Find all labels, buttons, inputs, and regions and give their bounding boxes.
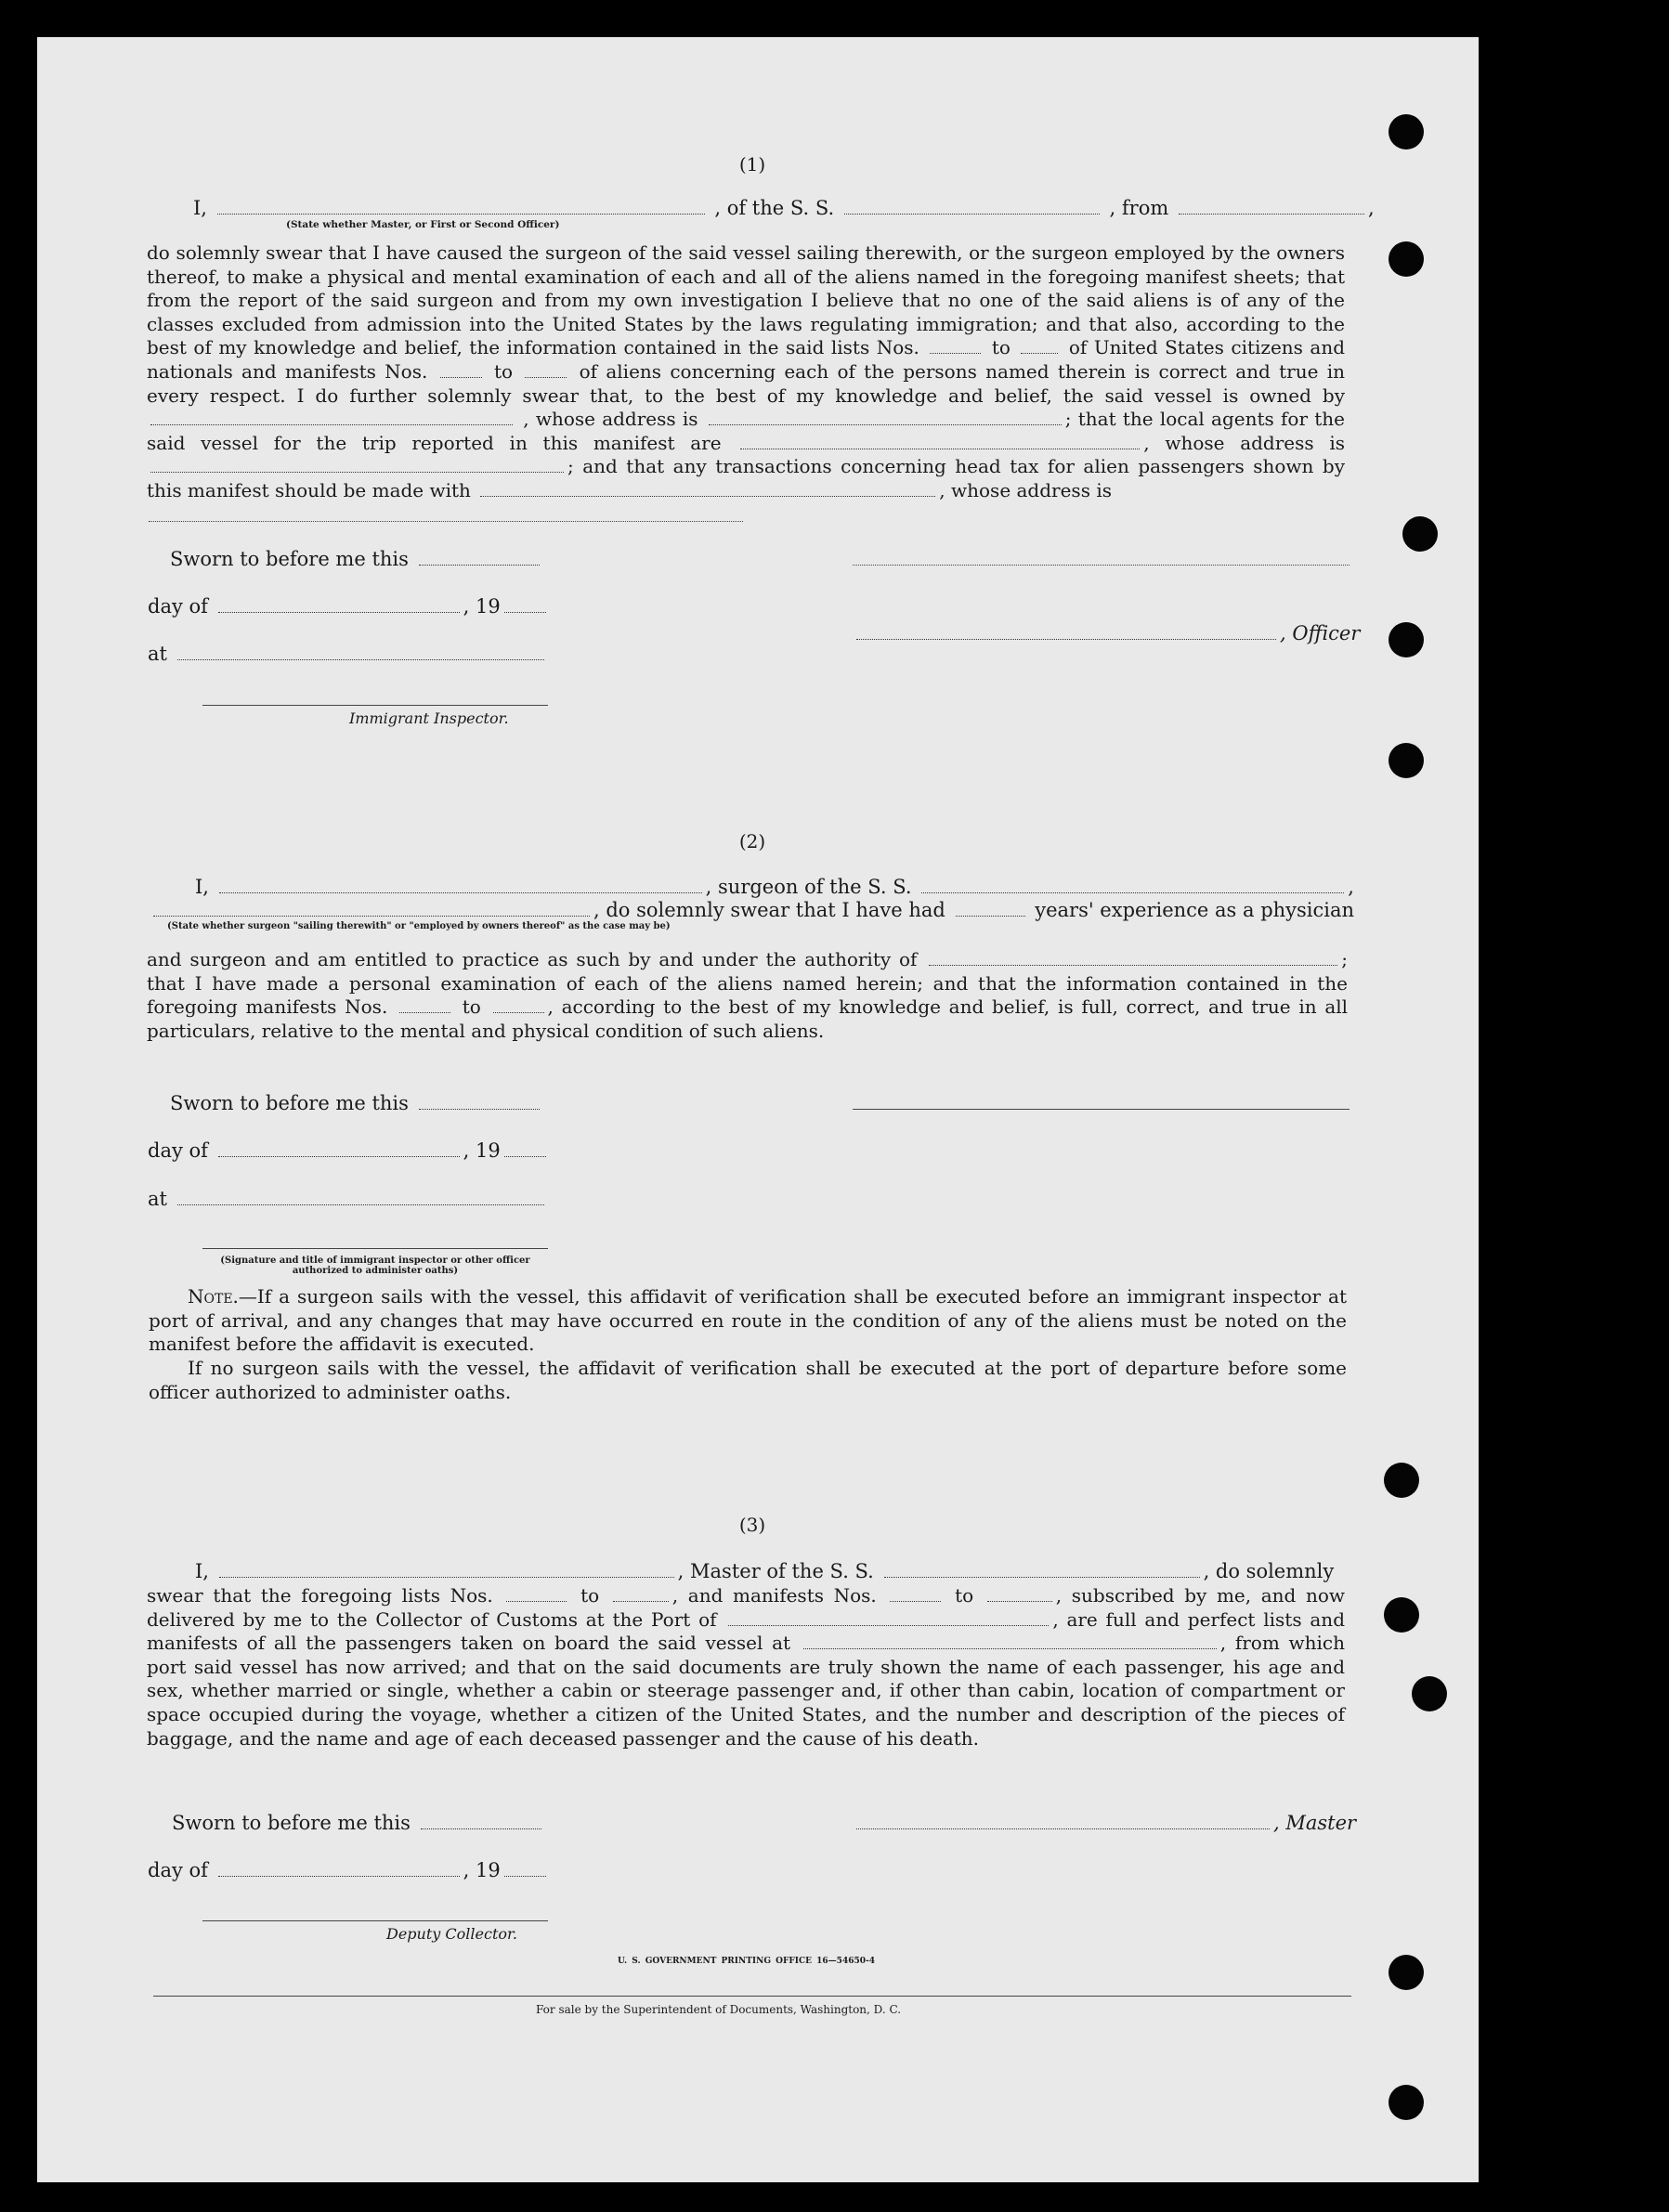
- surgeon-status-blank[interactable]: [153, 915, 590, 917]
- authority-blank[interactable]: [929, 964, 1337, 966]
- officer-row: , Officer: [853, 622, 1360, 644]
- sworn-date-blank[interactable]: [419, 564, 540, 566]
- day-of-blank[interactable]: [218, 611, 460, 613]
- collector-caption: Deputy Collector.: [386, 1925, 517, 1943]
- collector-signature-line[interactable]: [202, 1919, 548, 1921]
- manifest-from-blank[interactable]: [399, 1011, 450, 1013]
- at-row: at: [148, 1188, 548, 1210]
- manifests-from-blank[interactable]: [890, 1600, 941, 1602]
- manifests-to-blank[interactable]: [987, 1600, 1052, 1602]
- master-name-blank[interactable]: [219, 1576, 674, 1578]
- manifests-from-blank[interactable]: [440, 376, 482, 378]
- punch-hole: [1389, 622, 1424, 657]
- sworn-date-blank[interactable]: [419, 1108, 540, 1110]
- surgeon-ship-blank[interactable]: [921, 891, 1344, 893]
- section2-first-line: I, , surgeon of the S. S. ,: [195, 876, 1354, 898]
- at-blank[interactable]: [177, 658, 544, 660]
- inspector-signature-line[interactable]: [202, 1247, 548, 1249]
- lists-from-blank[interactable]: [930, 352, 981, 354]
- punch-hole: [1384, 1463, 1419, 1498]
- owner-address-blank[interactable]: [709, 423, 1062, 425]
- master-ship-blank[interactable]: [884, 1576, 1200, 1578]
- ship-name-blank[interactable]: [844, 213, 1100, 215]
- officer-rank-blank[interactable]: [217, 213, 705, 215]
- head-tax-blank[interactable]: [480, 495, 935, 497]
- section-number: (2): [738, 830, 766, 852]
- port-blank[interactable]: [728, 1624, 1049, 1626]
- from-port-blank[interactable]: [1179, 213, 1364, 215]
- section1-body: do solemnly swear that I have caused the surgeon of the said vessel sailing therewith, or the surgeon employed by the owners thereof, to make a physical and mental examination of each and all of the aliens named in the foregoing manifest sheets; that from the report of the said surgeon and from my own investigation I believe that no one of the said aliens is of any of the classes excluded from admission into the United States by the laws regulating immigration; and that also, according to the best of my knowledge and belief, the information contained in the said lists Nos. to of United States citizens and nationals and manifests Nos. to of aliens concerning each of the persons named therein is correct and true in every respect. I do further solemnly swear that, to the best of my knowledge and belief, the said vessel is owned by , whose address is ; that the local agents for the said vessel for the trip reported in this manifest are , whose address is ; and that any transactions concerning head tax for alien passengers shown by this manifest should be made with , whose address is: [147, 241, 1346, 501]
- owner-blank[interactable]: [150, 423, 513, 425]
- officer-name-blank[interactable]: [856, 638, 1276, 640]
- years-blank[interactable]: [956, 915, 1025, 917]
- master-row: , Master: [853, 1812, 1356, 1834]
- surgeon-status-hint: (State whether surgeon "sailing therewith" or "employed by owners thereof" as the case may be): [167, 921, 671, 931]
- day-of-row: day of , 19: [148, 595, 550, 618]
- section-number: (3): [738, 1514, 766, 1536]
- day-of-blank[interactable]: [218, 1875, 460, 1877]
- manifest-to-blank[interactable]: [493, 1011, 544, 1013]
- year-blank[interactable]: [504, 1875, 546, 1877]
- section-number: (1): [738, 153, 766, 176]
- section2-second-line: , do solemnly swear that I have had years' experience as a physician: [150, 899, 1354, 921]
- year-blank[interactable]: [504, 1155, 546, 1157]
- officer-rank-hint: (State whether Master, or First or Second Officer): [286, 219, 560, 230]
- punch-hole: [1389, 743, 1424, 778]
- master-signature-blank[interactable]: [856, 1828, 1270, 1829]
- officer-signature-line[interactable]: [853, 564, 1350, 566]
- agents-address-blank[interactable]: [150, 471, 564, 473]
- note-paragraph-2: If no surgeon sails with the vessel, the affidavit of verification shall be executed at the port of departure before some officer authorized to administer oaths.: [149, 1357, 1347, 1403]
- surgeon-name-blank[interactable]: [219, 891, 702, 893]
- punch-hole: [1389, 2085, 1424, 2120]
- day-of-blank[interactable]: [218, 1155, 460, 1157]
- address-line[interactable]: [149, 520, 743, 522]
- section1-first-line: I, , of the S. S. , from ,: [193, 197, 1375, 219]
- section3-body: swear that the foregoing lists Nos. to , and manifests Nos. to , subscribed by me, and now delivered by me to the Collector of Customs at the Port of , are full and perfect lists and manifests of all the passengers taken on board the said vessel at , from which port said vessel has now arrived; and that on the said documents are truly shown the name of each passenger, his age and sex, whether married or single, whether a cabin or steerage passenger and, if other than cabin, location of compartment or space occupied during the voyage, whether a citizen of the United States, and the number and description of the pieces of baggage, and the name and age of each deceased passenger and the cause of his death.: [147, 1584, 1346, 1750]
- sale-notice: For sale by the Superintendent of Documents, Washington, D. C.: [536, 2003, 902, 2016]
- embark-port-blank[interactable]: [803, 1647, 1217, 1649]
- form-sheet: [37, 37, 1479, 2182]
- inspector-caption: Immigrant Inspector.: [349, 709, 509, 727]
- lists-to-blank[interactable]: [613, 1600, 669, 1602]
- signature-caption: (Signature and title of immigrant inspector or other officer authorized to administer oaths): [220, 1256, 530, 1276]
- section2-body: and surgeon and am entitled to practice as such by and under the authority of ; that I have made a personal examination of each of the aliens named herein; and that the information contained in the foregoing manifests Nos. to , according to the best of my knowledge and belief, is full, correct, and true in all particulars, relative to the mental and physical condition of such aliens.: [147, 948, 1349, 1042]
- lists-to-blank[interactable]: [1021, 352, 1058, 354]
- sworn-row: Sworn to before me this: [170, 1092, 543, 1114]
- sworn-date-blank[interactable]: [421, 1828, 541, 1829]
- punch-hole: [1412, 1676, 1447, 1711]
- lists-from-blank[interactable]: [506, 1600, 567, 1602]
- day-of-row: day of , 19: [148, 1859, 550, 1881]
- inspector-signature-line[interactable]: [202, 704, 548, 706]
- punch-hole: [1384, 1597, 1419, 1633]
- day-of-row: day of , 19: [148, 1139, 550, 1162]
- sworn-row: Sworn to before me this: [170, 548, 543, 570]
- manifests-to-blank[interactable]: [525, 376, 567, 378]
- agents-blank[interactable]: [740, 448, 1140, 449]
- punch-hole: [1389, 114, 1424, 150]
- punch-hole: [1389, 1955, 1424, 1990]
- section3-first-line: I, , Master of the S. S. , do solemnly: [195, 1560, 1335, 1582]
- sworn-row: Sworn to before me this: [172, 1812, 545, 1834]
- at-blank[interactable]: [177, 1204, 544, 1205]
- footer-rule: [153, 1995, 1351, 1997]
- surgeon-signature-line[interactable]: [853, 1108, 1350, 1110]
- punch-hole: [1389, 241, 1424, 277]
- at-row: at: [148, 643, 548, 665]
- year-blank[interactable]: [504, 611, 546, 613]
- note-paragraph: Note.—If a surgeon sails with the vessel, this affidavit of verification shall be executed before an immigrant inspector at port of arrival, and any changes that may have occurred en route in the condition of any of the aliens must be noted on the manifest before the affidavit is executed.: [149, 1285, 1347, 1356]
- punch-hole: [1402, 516, 1438, 552]
- printer-imprint: U. S. GOVERNMENT PRINTING OFFICE 16—54650-4: [618, 1957, 875, 1966]
